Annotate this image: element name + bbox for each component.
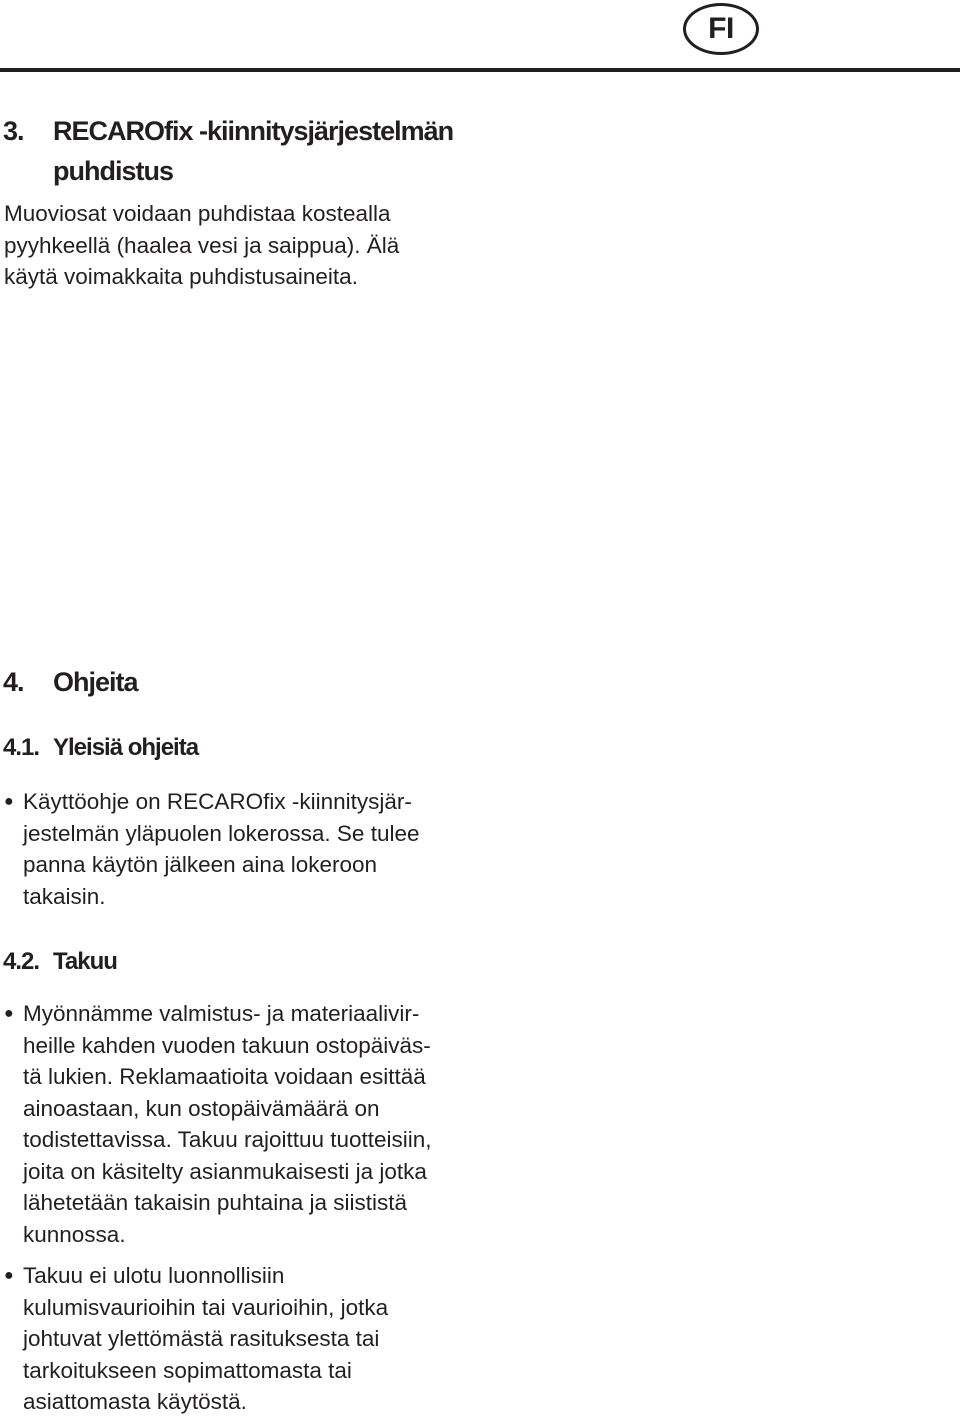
bullet-dot-icon: ● — [4, 1005, 14, 1022]
section-4-number: 4. — [3, 667, 24, 697]
language-code: FI — [708, 12, 734, 45]
bullet-line: Käyttöohje on RECAROfix -kiinnitysjär- — [23, 789, 412, 814]
bullet-line: jestelmän yläpuolen lokerossa. Se tulee — [23, 820, 420, 846]
bullet-text — [23, 1260, 474, 1418]
section-3-title — [53, 111, 453, 191]
bullet-line: joita on käsitelty asianmukaisesti ja jotka — [23, 1158, 427, 1184]
section-4-2-heading — [3, 946, 117, 978]
bullet-line: kulumisvaurioihin tai vaurioihin, jotka — [23, 1294, 389, 1320]
bullet-line: asiattomasta käytöstä. — [23, 1389, 247, 1414]
bullet-item — [4, 998, 474, 1250]
section-3-body-line: käytä voimakkaita puhdistusaineita. — [4, 264, 358, 289]
section-3-title-line-1: RECAROfix -kiinnitysjärjestelmän — [53, 116, 454, 146]
bullet-line: todistettavissa. Takuu rajoittuu tuotteisiin, — [23, 1127, 432, 1152]
section-3-title-line-2: puhdistus — [53, 156, 173, 186]
bullet-item — [4, 786, 474, 912]
section-3-body-line: Muoviosat voidaan puhdistaa kostealla — [4, 201, 391, 226]
bullet-line: tä lukien. Reklamaatioita voidaan esittää — [23, 1064, 426, 1089]
header-rule — [0, 68, 960, 72]
section-4-heading — [3, 662, 138, 702]
bullet-line: panna käytön jälkeen aina lokeroon — [23, 852, 378, 877]
section-3-body-line: pyyhkeellä (haalea vesi ja saippua). Älä — [4, 232, 400, 258]
bullet-line: lähetetään takaisin puhtaina ja siististä — [23, 1190, 407, 1215]
section-4-2-number: 4.2. — [3, 948, 40, 975]
section-3-number: 3. — [3, 116, 24, 146]
bullet-text — [23, 786, 474, 912]
bullet-line: tarkoitukseen sopimattomasta tai — [23, 1357, 352, 1383]
bullet-line: johtuvat ylettömästä rasituksesta tai — [23, 1326, 380, 1351]
bullet-line: Myönnämme valmistus- ja materiaalivir- — [23, 1001, 420, 1026]
section-4-1-title: Yleisiä ohjeita — [53, 734, 199, 761]
bullet-line: Takuu ei ulotu luonnollisiin — [23, 1263, 285, 1288]
section-3-body — [4, 198, 474, 293]
bullet-line: heille kahden vuoden takuun ostopäiväs- — [23, 1032, 431, 1058]
bullet-line: takaisin. — [23, 883, 106, 909]
section-4-1-heading — [3, 732, 198, 764]
section-3-heading — [3, 111, 453, 191]
section-4-1-number: 4.1. — [3, 734, 40, 761]
bullet-dot-icon: ● — [4, 1267, 14, 1284]
section-4-title: Ohjeita — [53, 667, 138, 697]
bullet-text — [23, 998, 474, 1250]
section-4-2-title: Takuu — [53, 948, 117, 975]
bullet-dot-icon: ● — [4, 793, 14, 810]
bullet-item — [4, 1260, 474, 1418]
bullet-line: kunnossa. — [23, 1221, 126, 1247]
language-badge — [683, 3, 759, 55]
bullet-line: ainoastaan, kun ostopäivämäärä on — [23, 1095, 380, 1121]
